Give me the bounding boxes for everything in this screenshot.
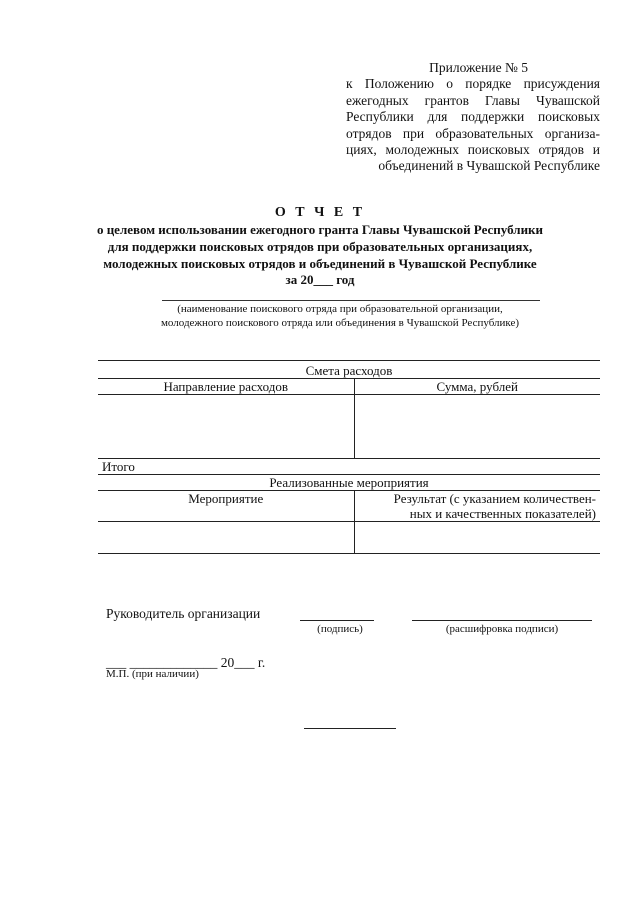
report-table — [98, 360, 600, 554]
col-result-line: Результат (с указанием количествен- — [393, 491, 596, 506]
col-event-header: Мероприятие — [98, 491, 354, 522]
appendix-line: Республики для поддержки поисковых — [346, 109, 600, 125]
direction-cell[interactable] — [98, 395, 354, 459]
appendix-line: объединений в Чувашской Республике — [378, 158, 600, 174]
report-title-block — [90, 204, 550, 289]
date-line[interactable]: ___ _____________ 20___ г. — [106, 655, 266, 670]
appendix-line: отрядов при образовательных организа- — [346, 125, 600, 141]
org-name-hint-line: молодежного поискового отряда или объединения в Чувашской Республике) — [160, 317, 520, 329]
org-name-blank-line[interactable] — [162, 300, 540, 301]
appendix-line: циях, молодежных поисковых отрядов и — [346, 142, 600, 158]
report-subtitle-line: для поддержки поисковых отрядов при образовательных организациях, — [107, 238, 533, 254]
sum-cell[interactable] — [354, 395, 600, 459]
signature-decode-blank-line[interactable] — [412, 620, 592, 621]
col-direction-header: Направление расходов — [98, 379, 354, 395]
appendix-number: Приложение № 5 — [429, 60, 528, 75]
signature-caption: (подпись) — [317, 623, 363, 635]
total-value-cell[interactable] — [354, 459, 600, 475]
event-cell[interactable] — [98, 522, 354, 554]
total-label: Итого — [98, 459, 354, 475]
signature-decode-caption: (расшифровка подписи) — [445, 623, 559, 635]
report-subtitle-line: молодежных поисковых отрядов и объединений в Чувашской Республике — [103, 255, 537, 271]
appendix-line: ежегодных грантов Главы Чувашской — [346, 92, 600, 108]
signature-blank-line[interactable] — [300, 620, 374, 621]
org-name-hint — [120, 302, 560, 330]
stamp-note: М.П. (при наличии) — [106, 668, 199, 680]
events-header: Реализованные мероприятия — [98, 475, 600, 491]
report-year-line: за 20___ год — [285, 272, 355, 288]
org-name-hint-line: (наименование поискового отряда при образовательной организации, — [177, 303, 503, 315]
result-cell[interactable] — [354, 522, 600, 554]
end-divider — [304, 728, 396, 729]
col-result-header — [354, 491, 600, 522]
col-sum-header: Сумма, рублей — [354, 379, 600, 395]
appendix-line: к Положению о порядке присуждения — [346, 76, 600, 92]
col-result-line: ных и качественных показателей) — [409, 506, 596, 521]
appendix-block — [346, 60, 600, 175]
report-subtitle-line: о целевом использовании ежегодного гранта Главы Чувашской Республики — [96, 222, 544, 237]
report-title: О Т Ч Е Т — [274, 205, 366, 220]
estimate-header: Смета расходов — [98, 361, 600, 379]
signature-label: Руководитель организации — [106, 606, 261, 621]
